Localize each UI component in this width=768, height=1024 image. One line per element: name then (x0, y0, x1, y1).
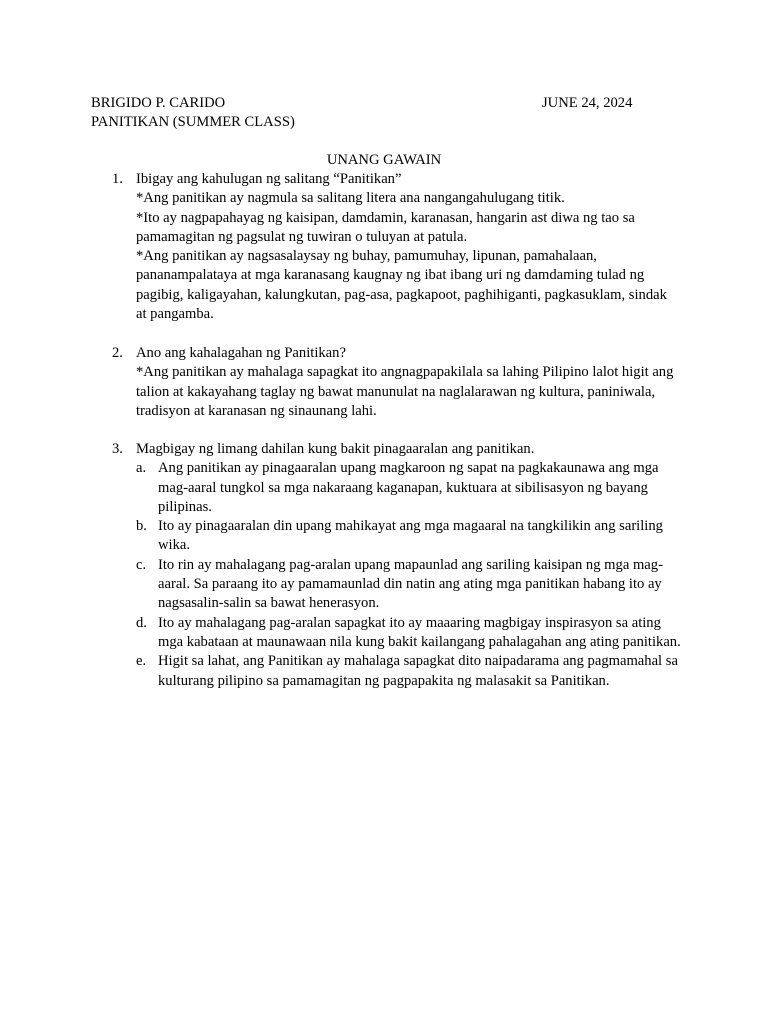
question-number: 3. (112, 441, 123, 457)
question-number: 1. (112, 171, 123, 187)
course-name: PANITIKAN (SUMMER CLASS) (91, 114, 295, 131)
document-title: UNANG GAWAIN (326, 152, 442, 168)
answer-paragraph: *Ang panitikan ay mahalaga sapagkat ito angnagpapakilala sa lahing Pilipino lalot higit ang talion at kakayahang taglay ng bawat manunulat na naglalarawan ng kultura, paniniwala, tradisyon at karanasan ng sinaunang lahi. (136, 364, 674, 419)
document-date: JUNE 24, 2024 (542, 95, 633, 111)
item-text: Higit sa lahat, ang Panitikan ay mahalaga sapagkat dito naipadarama ang pagmamahal sa kulturang pilipino sa pamamagitan ng pagpapakita ng malasakit sa Panitikan. (158, 653, 678, 689)
item-text: Ito ay mahalagang pag-aralan sapagkat ito ay maaaring magbigay inspirasyon sa ating mga kabataan at maunawaan nila kung bakit kailangang pahalagahan ang ating panitikan. (158, 614, 681, 650)
item-text: Ang panitikan ay pinagaaralan upang magkaroon ng sapat na pagkakaunawa ang mga mag-aaral tungkol sa mga nakaraang kaganapan, kuktuara at sibilisasyon ng bayang pilipinas. (158, 460, 659, 515)
reason-item-e (136, 652, 686, 691)
question-text: Ano ang kahalagahan ng Panitikan? (136, 345, 346, 361)
question-text: Ibigay ang kahulugan ng salitang “Panitikan” (136, 171, 402, 187)
item-letter: b. (136, 518, 147, 535)
item-letter: c. (136, 556, 147, 573)
item-text: Ito rin ay mahalagang pag-aralan upang mapaunlad ang sariling kaisipan ng mga mag-aaral. Sa paraang ito ay pamamaunlad din natin ang ating mga panitikan habang ito ay nagsasalin-salin sa bawat henerasyon. (158, 556, 663, 612)
author-name: BRIGIDO P. CARIDO (91, 95, 226, 111)
question-text: Magbigay ng limang dahilan kung bakit pinagaaralan ang panitikan. (136, 441, 535, 457)
reason-item-c (136, 556, 686, 614)
question-3 (91, 440, 691, 691)
item-text: Ito ay pinagaaralan din upang mahikayat ang mga magaaral na tangkilikin ang sariling wika. (158, 518, 663, 554)
answer-paragraph: *Ito ay nagpapahayag ng kaisipan, damdamin, karanasan, hangarin ast diwa ng tao sa pamamagitan ng pagsulat ng tuwiran o tuluyan at patula. (136, 209, 635, 245)
header-block (91, 94, 295, 133)
question-2 (91, 344, 691, 421)
item-letter: a. (136, 460, 147, 477)
reason-item-a (136, 459, 686, 517)
question-number: 2. (112, 345, 123, 361)
answer-paragraph: *Ang panitikan ay nagsasalaysay ng buhay, pamumuhay, lipunan, pamahalaan, pananampalataya at mga karanasang kaugnay ng ibat ibang uri ng damdaming tulad ng pagibig, kaligayahan, kalungkutan, pag-asa, pagkapoot, paghihiganti, pagkasuklam, sindak at pangamba. (136, 248, 667, 323)
question-1 (91, 170, 691, 324)
item-letter: e. (136, 653, 147, 670)
reason-item-d (136, 614, 686, 653)
answer-paragraph: *Ang panitikan ay nagmula sa salitang litera ana nangangahulugang titik. (136, 190, 565, 207)
reason-item-b (136, 517, 686, 556)
item-letter: d. (136, 614, 147, 631)
